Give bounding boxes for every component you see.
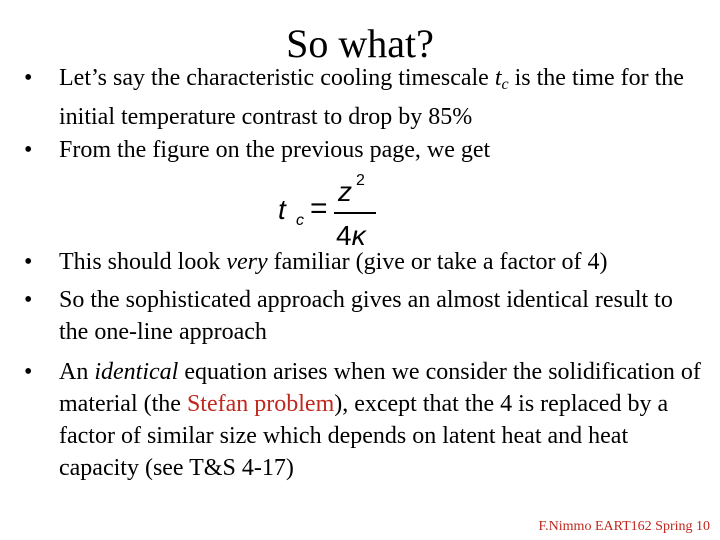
bullet-text [59, 356, 704, 484]
equation-equals-sign: = [310, 192, 328, 225]
equation-lhs-subscript: c [296, 212, 304, 229]
text-segment: equation arises when we consider the solidification of material (the [59, 359, 701, 417]
text-segment: So the sophisticated approach gives an almost identical result to the one-line approach [59, 287, 673, 345]
bullet-item [24, 134, 704, 166]
fraction-bar [334, 212, 376, 214]
text-segment: ), except that the 4 is replaced by a factor of similar size which depends on latent heat and heat capacity (see T&S 4-17) [59, 391, 669, 481]
text-segment-italic: very [226, 249, 268, 275]
bullet-item [24, 356, 704, 484]
equation-kappa-symbol: κ [351, 220, 366, 251]
equation-numerator-exponent: 2 [356, 172, 365, 189]
text-segment: This should look [59, 249, 227, 275]
text-segment-italic: t [494, 65, 502, 91]
equation-denominator-coefficient: 4 [336, 220, 352, 251]
bullet-item [24, 284, 704, 348]
text-segment-subscript: c [501, 76, 509, 93]
bullet-marker: • [24, 359, 33, 385]
bullet-marker: • [24, 287, 33, 313]
bullet-text [59, 62, 704, 133]
cooling-timescale-equation [270, 170, 390, 250]
equation-lhs: t [278, 194, 286, 225]
bullet-text [59, 246, 704, 278]
bullet-marker: • [24, 65, 33, 91]
text-segment: familiar (give or take a factor of 4) [267, 249, 608, 275]
text-segment-italic: identical [94, 359, 179, 385]
bullet-item [24, 62, 704, 133]
bullet-text [59, 134, 704, 166]
equation-numerator: z [338, 176, 352, 207]
bullet-marker: • [24, 137, 33, 163]
bullet-text [59, 284, 704, 348]
stefan-problem-link-text: Stefan problem [186, 391, 335, 417]
bullet-marker: • [24, 249, 33, 275]
equation-denominator [336, 220, 366, 252]
text-segment: is the time for the initial temperature contrast to drop by 85% [59, 65, 684, 130]
slide-title: So what? [286, 21, 434, 66]
text-segment: An [59, 359, 95, 385]
text-segment: From the figure on the previous page, we get [59, 137, 491, 163]
slide-footer: F.Nimmo EART162 Spring 10 [538, 519, 710, 534]
text-segment: Let’s say the characteristic cooling timescale [59, 65, 495, 91]
